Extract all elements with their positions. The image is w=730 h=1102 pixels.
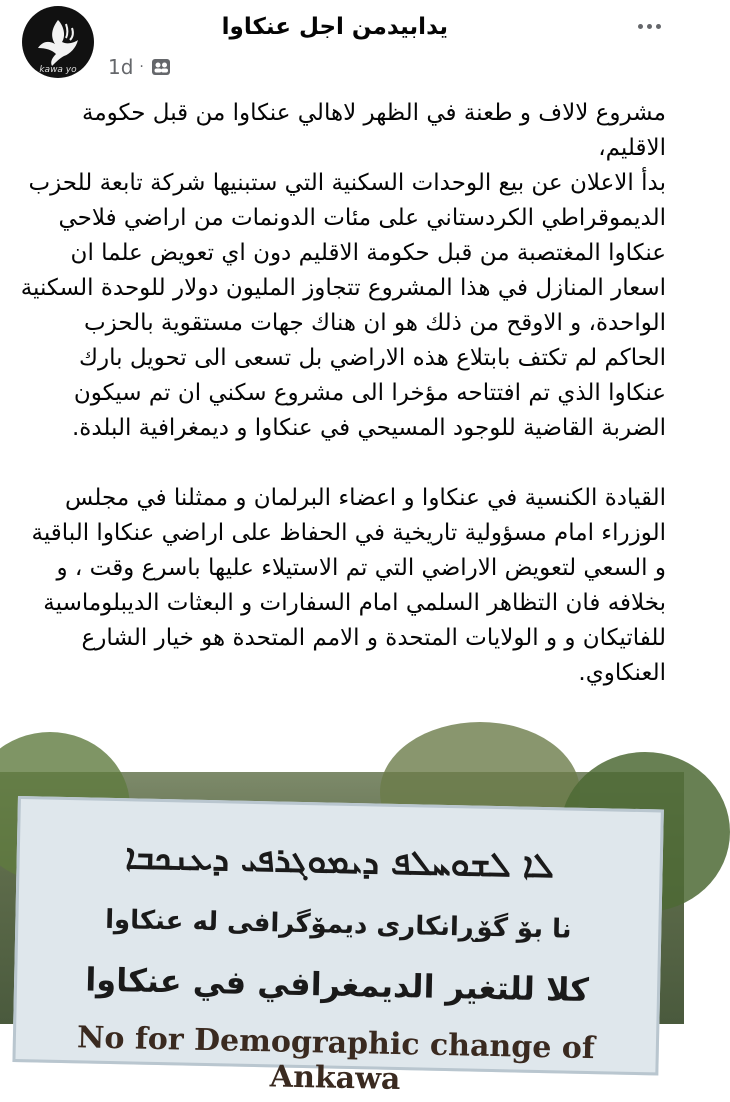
post-timestamp[interactable]: 1d [108,55,134,79]
post-paragraph-3: القيادة الكنسية في عنكاوا و اعضاء البرلمان و ممثلنا في مجلس الوزراء امام مسؤولية تاريخية في الحفاظ على اراضي عنكاوا الباقية و السعي لتعويض الاراضي التي تم الاستيلاء عليها باسرع وقت ، و بخلافه فان التظاهر السلمي امام السفارات و البعثات الديبلوماسية للفاتيكان و و الولايات المتحدة و الامم المتحدة هو خيار الشارع العنكاوي. [31,485,666,686]
banner-kurdish-text: نا بۆ گۆڕانکاری دیمۆگرافی له عنكاوا [104,904,572,945]
post-paragraph-2: بدأ الاعلان عن بيع الوحدات السكنية التي ستبنيها شركة تابعة للحزب الديموقراطي الكردستاني على مئات الدونمات من اراضي فلاحي عنكاوا المغتصبة من قبل حكومة الاقليم دون اي تعويض علما ان اسعار المنازل في هذا المشروع تتجاوز المليون دولار للوحدة السكنية الواحدة، و الاوقح من ذلك هو ان هناك جهات مستقوية بالحزب الحاكم لم تكتف بابتلاع هذه الاراضي بل تسعى الى تحويل بارك عنكاوا الذي تم افتتاحه مؤخرا الى مشروع سكني ان تم سيكون الضربة القاضية للوجود المسيحي في عنكاوا و ديمغرافية البلدة. [20,170,666,441]
avatar-caption: kawa yo [39,65,77,75]
page-name-link[interactable]: يدابيدمن اجل عنكاوا [221,14,448,40]
post-text [20,96,666,691]
meta-separator: · [139,59,144,75]
post-meta [108,54,172,80]
banner-syriac-text: ܠܐ ܠܫܘܚܠܦ ܕܝܡܘܓܪܦܝ ܕܥܢܟܒܐ [124,837,555,887]
post-photo[interactable] [0,772,684,1098]
protest-banner [12,796,663,1098]
more-options-button[interactable] [632,14,666,38]
post-header [0,0,684,92]
public-group-icon [150,56,172,78]
post-paragraph-1: مشروع لالاف و طعنة في الظهر لاهالي عنكاوا من قبل حكومة الاقليم، [82,100,666,161]
banner-english-text: No for Demographic change of Ankawa [76,1020,596,1098]
page-avatar[interactable] [22,6,94,78]
more-options-icon [638,24,643,29]
banner-arabic-text: كلا للتغير الديمغرافي في عنكاوا [84,960,590,1009]
